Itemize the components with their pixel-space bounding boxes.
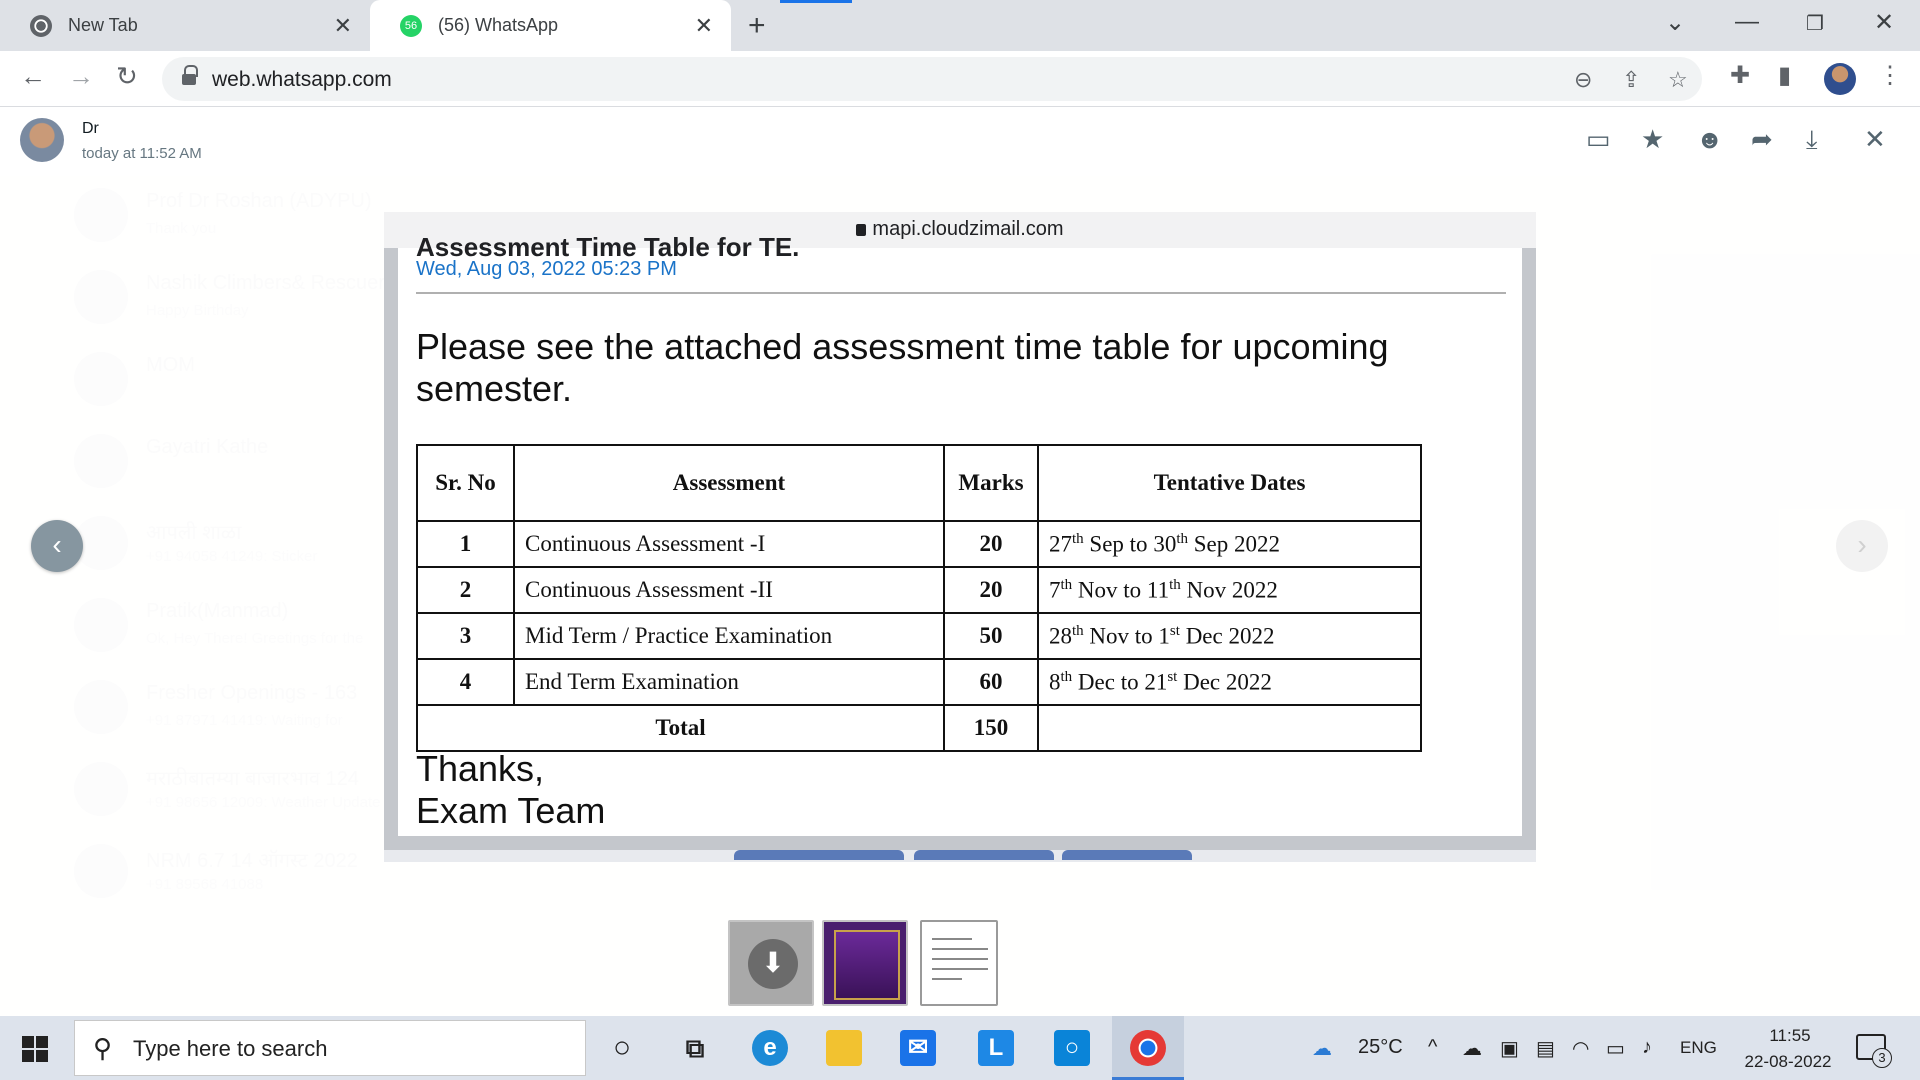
- next-media-button[interactable]: [1836, 520, 1888, 572]
- minimize-icon[interactable]: —: [1735, 8, 1759, 35]
- divider: [416, 292, 1506, 294]
- cortana-circle-icon: ○: [612, 1031, 632, 1064]
- onedrive-cloud-icon[interactable]: ☁: [1462, 1038, 1482, 1060]
- tab-title: New Tab: [68, 15, 138, 35]
- dates-cell: 8th Dec to 21st Dec 2022: [1038, 659, 1421, 705]
- go-to-message-icon[interactable]: ▭: [1586, 124, 1611, 154]
- email-signature: [416, 748, 605, 832]
- assessment-cell: Continuous Assessment -II: [514, 567, 944, 613]
- star-icon[interactable]: ★: [1641, 124, 1665, 154]
- signature-line: Thanks,: [416, 748, 545, 789]
- media-image: [384, 212, 1536, 862]
- tab-whatsapp[interactable]: [370, 0, 731, 51]
- task-view-button[interactable]: [659, 1016, 731, 1080]
- clock-date[interactable]: 22-08-2022: [1744, 1052, 1832, 1071]
- search-icon: ⚲: [93, 1033, 113, 1063]
- clock-time[interactable]: 11:55: [1769, 1026, 1811, 1045]
- battery-icon[interactable]: ▭: [1606, 1038, 1625, 1060]
- taskbar-file-explorer[interactable]: [808, 1016, 880, 1080]
- reload-icon[interactable]: ↻: [116, 61, 138, 91]
- volume-icon[interactable]: ♪: [1642, 1036, 1652, 1058]
- email-subject: Assessment Time Table for TE.: [416, 232, 800, 262]
- bookmark-star-icon[interactable]: ☆: [1668, 67, 1688, 92]
- mail-icon: ✉: [900, 1030, 936, 1066]
- url-text: web.whatsapp.com: [212, 68, 392, 91]
- chrome-icon: [1130, 1030, 1166, 1066]
- restore-icon[interactable]: ❐: [1806, 13, 1824, 35]
- image-site-url: mapi.cloudzimail.com: [384, 218, 1536, 241]
- whatsapp-icon: 56: [400, 15, 422, 37]
- sr-no-cell: 4: [417, 659, 514, 705]
- assessment-cell: End Term Examination: [514, 659, 944, 705]
- tab-search-icon[interactable]: ⌄: [1665, 9, 1686, 36]
- dates-cell: 27th Sep to 30th Sep 2022: [1038, 521, 1421, 567]
- marks-cell: 60: [944, 659, 1038, 705]
- assessment-timetable: [416, 444, 1422, 752]
- column-header: Tentative Dates: [1038, 445, 1421, 521]
- address-bar[interactable]: [162, 57, 1702, 101]
- table-total-row: [417, 705, 1421, 751]
- folder-icon: [826, 1030, 862, 1066]
- lock-icon: [182, 71, 196, 87]
- column-header: Assessment: [514, 445, 944, 521]
- strip-tab: [734, 850, 904, 860]
- side-panel-icon[interactable]: ▮: [1778, 62, 1792, 89]
- chevron-left-icon: ‹: [52, 529, 62, 560]
- media-viewer-header: [0, 108, 1920, 176]
- signature-line: Exam Team: [416, 790, 606, 831]
- chevron-up-icon[interactable]: ^: [1428, 1036, 1438, 1058]
- language-indicator[interactable]: ENG: [1680, 1038, 1717, 1057]
- weather-temperature[interactable]: 25°C: [1358, 1036, 1403, 1058]
- taskbar-mail[interactable]: [882, 1016, 954, 1080]
- close-tab-icon[interactable]: ✕: [694, 13, 713, 38]
- taskbar-search-box[interactable]: [74, 1020, 586, 1076]
- browser-tab-strip: [0, 0, 1920, 51]
- task-view-icon: ⧉: [685, 1033, 705, 1063]
- dates-cell: 7th Nov to 11th Nov 2022: [1038, 567, 1421, 613]
- table-row: [417, 659, 1421, 705]
- assessment-cell: Continuous Assessment -I: [514, 521, 944, 567]
- marks-cell: 20: [944, 521, 1038, 567]
- lock-icon: [856, 224, 866, 236]
- l-app-icon: L: [978, 1030, 1014, 1066]
- close-window-icon[interactable]: ✕: [1874, 9, 1895, 36]
- media-thumbnail-active[interactable]: [920, 920, 998, 1006]
- taskbar-app-l[interactable]: [960, 1016, 1032, 1080]
- edge-icon: e: [752, 1030, 788, 1066]
- search-placeholder: Type here to search: [133, 1036, 328, 1061]
- back-arrow-icon[interactable]: ←: [20, 61, 46, 91]
- total-label: Total: [417, 705, 944, 751]
- extensions-puzzle-icon[interactable]: ✚: [1730, 62, 1751, 89]
- column-header: Sr. No: [417, 445, 514, 521]
- windows-start-button[interactable]: [22, 1036, 48, 1062]
- chrome-icon: [30, 15, 52, 37]
- profile-avatar[interactable]: [1824, 63, 1856, 95]
- email-document: [398, 232, 1522, 836]
- table-cell: [1038, 705, 1421, 751]
- dates-cell: 28th Nov to 1st Dec 2022: [1038, 613, 1421, 659]
- tab-title: (56) WhatsApp: [438, 15, 559, 35]
- new-tab-button[interactable]: +: [748, 9, 766, 42]
- avatar: [20, 118, 64, 162]
- assessment-cell: Mid Term / Practice Examination: [514, 613, 944, 659]
- share-icon[interactable]: ⇪: [1622, 67, 1641, 92]
- forward-icon[interactable]: ➦: [1751, 124, 1773, 154]
- app-icon: ○: [1054, 1030, 1090, 1066]
- table-row: [417, 567, 1421, 613]
- previous-media-button[interactable]: [31, 520, 83, 572]
- windows-taskbar: [0, 1016, 1920, 1080]
- tab-new-tab[interactable]: [0, 0, 370, 51]
- loading-indicator: [780, 0, 852, 3]
- download-icon: ⬇: [748, 939, 798, 989]
- table-row: [417, 521, 1421, 567]
- column-header: Marks: [944, 445, 1038, 521]
- marks-cell: 20: [944, 567, 1038, 613]
- sr-no-cell: 1: [417, 521, 514, 567]
- document-frame: [384, 232, 1536, 850]
- sr-no-cell: 3: [417, 613, 514, 659]
- poster-image: [834, 930, 900, 1000]
- browser-toolbar: [0, 51, 1920, 107]
- email-date: Wed, Aug 03, 2022 05:23 PM: [416, 258, 677, 280]
- email-body: Please see the attached assessment time table for upcoming semester.: [416, 326, 1389, 409]
- close-tab-icon[interactable]: ✕: [333, 13, 352, 38]
- media-thumbnail[interactable]: [822, 920, 908, 1006]
- media-thumbnail[interactable]: [728, 920, 814, 1006]
- sender-timestamp: today at 11:52 AM: [82, 145, 202, 162]
- table-row: [417, 613, 1421, 659]
- notification-count-badge: 3: [1872, 1048, 1892, 1068]
- meet-now-icon[interactable]: ▣: [1500, 1038, 1519, 1060]
- weather-cloud-icon[interactable]: ☁: [1312, 1038, 1332, 1060]
- taskbar-edge[interactable]: [734, 1016, 806, 1080]
- table-header-row: [417, 445, 1421, 521]
- download-icon[interactable]: ⤓: [1806, 124, 1818, 154]
- taskbar-app-blue[interactable]: [1036, 1016, 1108, 1080]
- zoom-out-icon[interactable]: ⊖: [1574, 67, 1593, 92]
- image-bottom-strip: [384, 850, 1536, 862]
- sr-no-cell: 2: [417, 567, 514, 613]
- react-emoji-icon[interactable]: ☻: [1696, 124, 1724, 154]
- strip-tab: [1062, 850, 1192, 860]
- chevron-right-icon: ›: [1857, 529, 1867, 560]
- display-icon[interactable]: ▤: [1536, 1038, 1555, 1060]
- total-marks: 150: [944, 705, 1038, 751]
- more-menu-icon[interactable]: ⋮: [1878, 62, 1902, 89]
- forward-arrow-icon[interactable]: →: [68, 61, 94, 91]
- marks-cell: 50: [944, 613, 1038, 659]
- cortana-button[interactable]: [586, 1016, 658, 1080]
- strip-tab: [914, 850, 1054, 860]
- taskbar-chrome[interactable]: [1112, 1016, 1184, 1080]
- close-viewer-icon[interactable]: ✕: [1864, 124, 1886, 154]
- sender-name: Dr: [82, 120, 99, 137]
- wifi-icon[interactable]: ◠: [1572, 1038, 1590, 1060]
